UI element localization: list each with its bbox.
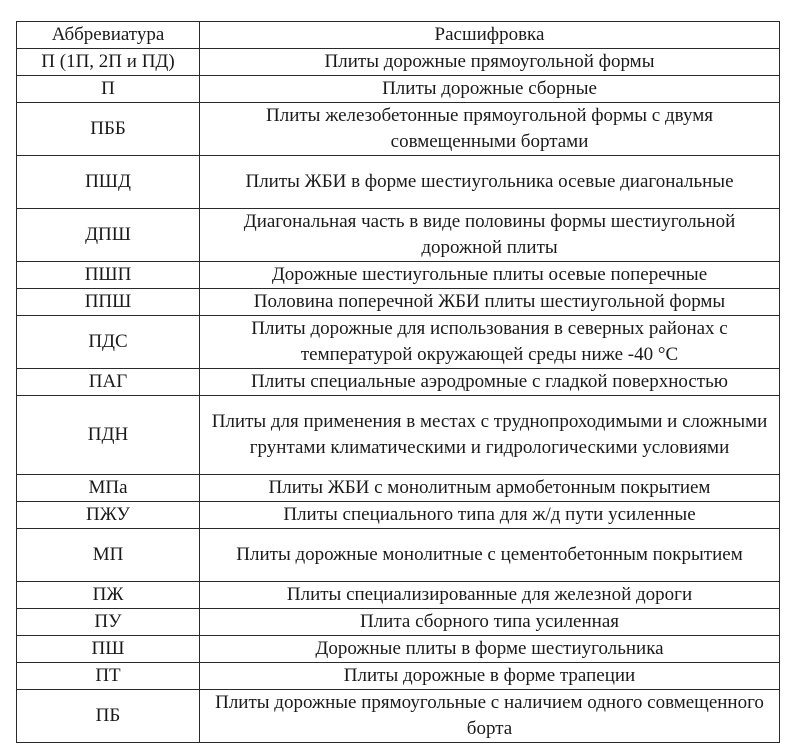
table-row: [17, 502, 780, 529]
decoding-cell: Плиты специальные аэродромные с гладкой поверхностью: [200, 369, 780, 396]
decoding-cell: Плиты для применения в местах с труднопроходимыми и сложными грунтами климатическими и гидрологическими условиями: [200, 396, 780, 475]
abbreviation-table: [16, 21, 780, 743]
table-row: [17, 49, 780, 76]
table-row: [17, 289, 780, 316]
abbreviation-table-container: [16, 21, 779, 743]
abbreviation-cell: МП: [17, 529, 200, 582]
decoding-cell: Плиты дорожные сборные: [200, 76, 780, 103]
table-row: [17, 690, 780, 743]
abbreviation-cell: ПШ: [17, 636, 200, 663]
table-row: [17, 156, 780, 209]
abbreviation-cell: ПДН: [17, 396, 200, 475]
table-row: [17, 76, 780, 103]
abbreviation-cell: П (1П, 2П и ПД): [17, 49, 200, 76]
abbreviation-cell: МПа: [17, 475, 200, 502]
abbreviation-cell: П: [17, 76, 200, 103]
abbreviation-cell: ПДС: [17, 316, 200, 369]
table-row: [17, 209, 780, 262]
decoding-cell: Дорожные плиты в форме шестиугольника: [200, 636, 780, 663]
decoding-cell: Плиты железобетонные прямоугольной формы с двумя совмещенными бортами: [200, 103, 780, 156]
abbreviation-cell: ПББ: [17, 103, 200, 156]
decoding-cell: Плиты дорожные прямоугольной формы: [200, 49, 780, 76]
decoding-cell: Плиты ЖБИ в форме шестиугольника осевые диагональные: [200, 156, 780, 209]
decoding-cell: Дорожные шестиугольные плиты осевые поперечные: [200, 262, 780, 289]
decoding-cell: Плиты ЖБИ с монолитным армобетонным покрытием: [200, 475, 780, 502]
decoding-cell: Плиты дорожные для использования в северных районах с температурой окружающей среды ниже -40 °С: [200, 316, 780, 369]
table-row: [17, 369, 780, 396]
table-row: [17, 316, 780, 369]
table-body: [17, 49, 780, 743]
abbreviation-cell: ПШД: [17, 156, 200, 209]
table-row: [17, 396, 780, 475]
table-row: [17, 636, 780, 663]
abbreviation-cell: ПЖ: [17, 582, 200, 609]
table-row: [17, 582, 780, 609]
decoding-cell: Плиты специализированные для железной дороги: [200, 582, 780, 609]
abbreviation-cell: ПТ: [17, 663, 200, 690]
table-row: [17, 609, 780, 636]
header-abbreviation: Аббревиатура: [17, 22, 200, 49]
abbreviation-cell: ПЖУ: [17, 502, 200, 529]
abbreviation-cell: ПБ: [17, 690, 200, 743]
table-row: [17, 663, 780, 690]
decoding-cell: Плиты специального типа для ж/д пути усиленные: [200, 502, 780, 529]
decoding-cell: Половина поперечной ЖБИ плиты шестиугольной формы: [200, 289, 780, 316]
header-decoding: Расшифровка: [200, 22, 780, 49]
abbreviation-cell: ППШ: [17, 289, 200, 316]
decoding-cell: Плиты дорожные в форме трапеции: [200, 663, 780, 690]
table-row: [17, 262, 780, 289]
abbreviation-cell: ПШП: [17, 262, 200, 289]
abbreviation-cell: ПАГ: [17, 369, 200, 396]
abbreviation-cell: ПУ: [17, 609, 200, 636]
table-row: [17, 103, 780, 156]
abbreviation-cell: ДПШ: [17, 209, 200, 262]
table-row: [17, 475, 780, 502]
table-row: [17, 529, 780, 582]
decoding-cell: Плиты дорожные прямоугольные с наличием одного совмещенного борта: [200, 690, 780, 743]
table-header-row: [17, 22, 780, 49]
decoding-cell: Плита сборного типа усиленная: [200, 609, 780, 636]
decoding-cell: Плиты дорожные монолитные с цементобетонным покрытием: [200, 529, 780, 582]
decoding-cell: Диагональная часть в виде половины формы шестиугольной дорожной плиты: [200, 209, 780, 262]
